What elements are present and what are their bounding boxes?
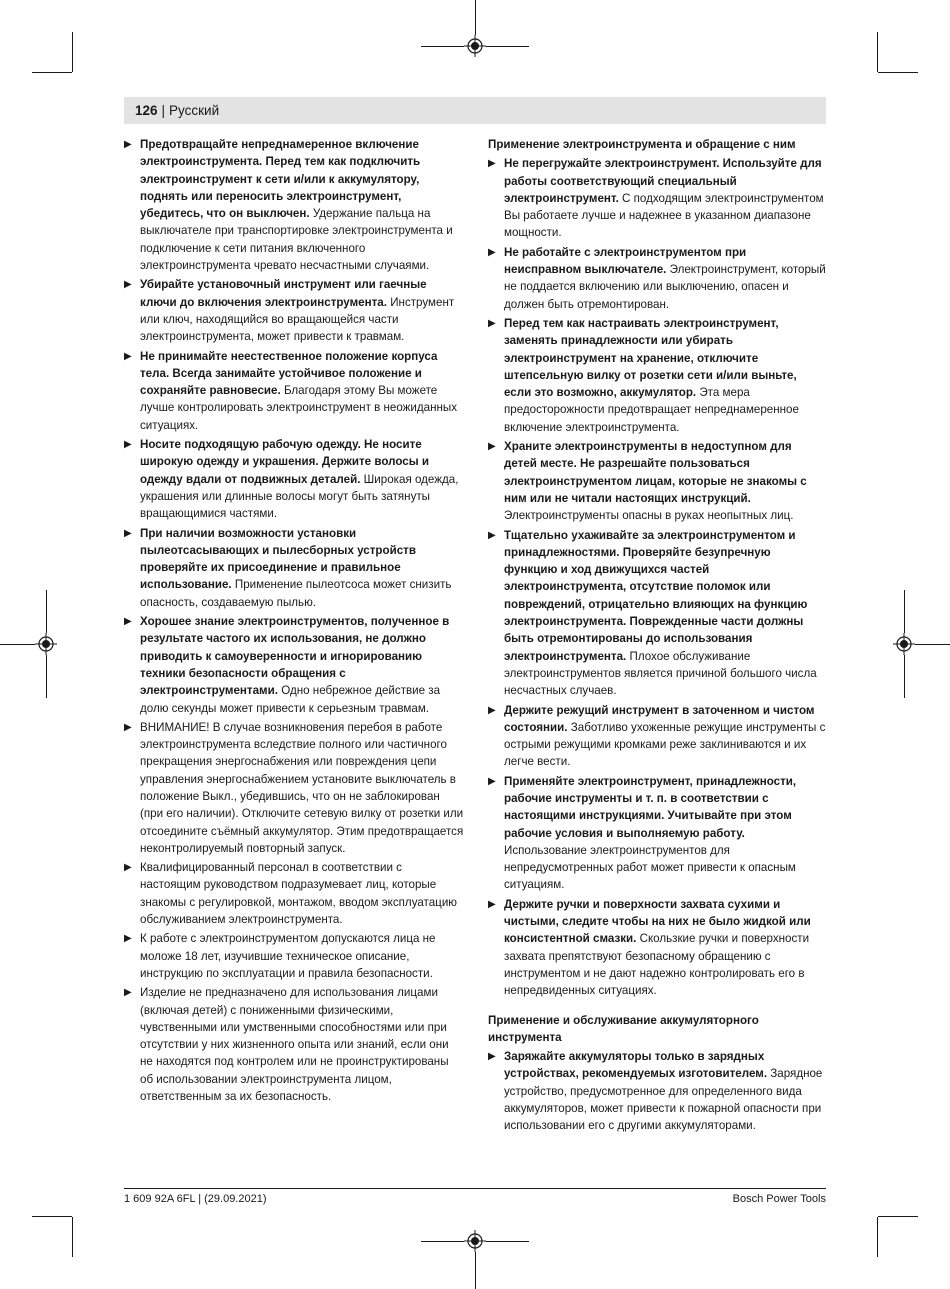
registration-line xyxy=(421,46,464,47)
footer-rule xyxy=(124,1188,826,1189)
item-emphasis: Предотвращайте непреднамеренное включение электроинструмента. Перед тем как подключить электроинструмент к сети и/или к аккумулятору, поднять или переносить электроинструмент, убедитесь, что он выключен. xyxy=(140,138,421,221)
registration-line xyxy=(0,644,35,645)
list-item xyxy=(124,859,464,928)
section-gap xyxy=(488,1002,826,1012)
list-item xyxy=(488,702,826,771)
registration-line xyxy=(421,1241,464,1242)
item-emphasis: Не принимайте неестественное положение корпуса тела. Всегда занимайте устойчивое положение и сохраняйте равновесие. xyxy=(140,349,438,398)
crop-mark xyxy=(32,1216,72,1217)
item-text: Квалифицированный персонал в соответствии с настоящим руководством подразумевает лиц, которые знакомы с регулировкой, монтажом, вводом эксплуатацию обслуживанием электроинструмента. xyxy=(140,861,457,927)
bullet-icon: ▶ xyxy=(488,441,496,453)
item-text: Плохое обслуживание электроинструментов является причиной большого числа несчастных случаев. xyxy=(504,649,817,698)
item-text: Электроинструменты опасны в руках неопытных лиц. xyxy=(504,509,794,523)
registration-line xyxy=(46,590,47,633)
bullet-icon: ▶ xyxy=(488,317,496,329)
crop-mark xyxy=(72,32,73,72)
bullet-icon: ▶ xyxy=(488,704,496,716)
list-item xyxy=(124,136,464,274)
item-emphasis: Держите режущий инструмент в заточенном и чистом состоянии. xyxy=(504,703,815,734)
footer-brand: Bosch Power Tools xyxy=(732,1193,826,1205)
crop-mark xyxy=(72,1217,73,1257)
list-item xyxy=(124,930,464,982)
bullet-icon: ▶ xyxy=(488,775,496,787)
registration-mark-top xyxy=(464,35,486,57)
list-item xyxy=(488,244,826,313)
section-title: Применение электроинструмента и обращение с ним xyxy=(488,138,796,151)
registration-line xyxy=(904,655,905,698)
registration-mark-right xyxy=(893,633,915,655)
item-text: Эта мера предосторожности предотвращает непреднамеренное включение электроинструмента. xyxy=(504,386,799,434)
list-item xyxy=(488,896,826,1000)
item-emphasis: Убирайте установочный инструмент или гаечные ключи до включения электроинструмента. xyxy=(140,278,427,309)
bullet-icon: ▶ xyxy=(124,721,132,733)
page-header xyxy=(135,103,219,119)
item-emphasis: Тщательно ухаживайте за электроинструментом и принадлежностями. Проверяйте безупречную функцию и ход движущихся частей электроинструмента, отсутствие поломок или повреждений, отрицательно влияющих на функцию электроинструмента. Поврежденные части должны быть отремонтированы до использования электроинструмента. xyxy=(504,528,808,663)
item-text: ВНИМАНИЕ! В случае возникновения перебоя в работе электроинструмента вследствие полного или частичного прекращения энергоснабжения или повреждения цепи управления энергоснабжением установите выключатель в положение Выкл., убедившись, что он не заблокирован (при его наличии). Отключите сетевую вилку от розетки или отсоедините съёмный аккумулятор. Этим предотвращается неконтролируемый повторный запуск. xyxy=(140,720,464,855)
item-text: Электроинструмент, который не поддается включению или выключению, опасен и должен быть отремонтирован. xyxy=(504,263,826,311)
item-text: Изделие не предназначено для использования лицами (включая детей) с пониженными физическими, чувственными или умственными способностями или при отсутствии у них жизненного опыта или знаний, если они не находятся под контролем или не проинструктированы об использовании электроинструмента лицом, ответственным за их безопасность. xyxy=(140,986,449,1104)
list-item xyxy=(488,527,826,700)
right-column xyxy=(488,136,826,1137)
item-text: Широкая одежда, украшения или длинные волосы могут быть затянуты вращающимися частями. xyxy=(140,472,459,521)
registration-line xyxy=(46,655,47,698)
item-emphasis: Заряжайте аккумуляторы только в зарядных устройствах, рекомендуемых изготовителем. xyxy=(504,1050,768,1081)
bullet-icon: ▶ xyxy=(124,350,132,362)
item-text: Одно небрежное действие за долю секунды может привести к серьезным травмам. xyxy=(140,684,441,715)
item-emphasis: Храните электроинструменты в недоступном для детей месте. Не разрешайте пользоваться электроинструментом лицам, которые не знакомы с ним или не читали настоящих инструкций. xyxy=(504,440,807,505)
item-text: Использование электроинструментов для непредусмотренных работ может привести к опасным ситуациям. xyxy=(504,843,796,892)
item-text: Благодаря этому Вы можете лучше контролировать электроинструмент в неожиданных ситуациях. xyxy=(140,384,458,432)
section-items xyxy=(488,1048,826,1134)
item-emphasis: Носите подходящую рабочую одежду. Не носите широкую одежду и украшения. Держите волосы и одежду вдали от подвижных деталей. xyxy=(140,438,429,486)
registration-line xyxy=(475,1252,476,1289)
item-text: Заботливо ухоженные режущие инструменты с острыми режущими кромками реже заклиниваются и их легче вести. xyxy=(504,720,826,769)
list-item xyxy=(124,436,464,522)
list-item xyxy=(124,719,464,857)
registration-mark-bottom xyxy=(464,1230,486,1252)
bullet-icon: ▶ xyxy=(124,933,132,945)
list-item xyxy=(124,613,464,717)
page-number: 126 xyxy=(135,103,158,118)
crop-mark xyxy=(32,72,72,73)
list-item xyxy=(488,773,826,894)
bullet-icon: ▶ xyxy=(488,246,496,258)
registration-mark-left xyxy=(35,633,57,655)
item-text: Применение пылеотсоса может снизить опасность, создаваемую пылью. xyxy=(140,578,452,609)
item-emphasis: Не перегружайте электроинструмент. Используйте для работы соответствующий специальный электроинструмент. xyxy=(504,157,822,205)
registration-line xyxy=(475,0,476,35)
item-emphasis: Применяйте электроинструмент, принадлежности, рабочие инструменты и т. п. в соответствии с настоящими инструкциями. Учитывайте при этом рабочие условия и выполняемую работу. xyxy=(504,774,797,840)
bullet-icon: ▶ xyxy=(488,529,496,541)
crop-mark xyxy=(878,1216,918,1217)
bullet-icon: ▶ xyxy=(488,898,496,910)
footer-doc-number: 1 609 92A 6FL | (29.09.2021) xyxy=(124,1193,267,1205)
section-title: Применение и обслуживание аккумуляторного инструмента xyxy=(488,1013,759,1044)
item-text: К работе с электроинструментом допускаются лица не моложе 18 лет, изучившие техническое описание, инструкцию по эксплуатации и правила безопасности. xyxy=(140,932,436,980)
header-separator: | xyxy=(161,103,166,118)
list-item xyxy=(488,438,826,524)
item-text: Зарядное устройство, предусмотренное для определенного вида аккумуляторов, может привести к пожарной опасности при использовании его с другими аккумуляторами. xyxy=(504,1067,823,1133)
crop-mark xyxy=(878,72,918,73)
bullet-icon: ▶ xyxy=(124,279,132,291)
bullet-icon: ▶ xyxy=(124,616,132,628)
bullet-icon: ▶ xyxy=(124,987,132,999)
bullet-icon: ▶ xyxy=(124,139,132,150)
bullet-icon: ▶ xyxy=(124,527,132,539)
list-item xyxy=(124,984,464,1105)
list-item xyxy=(488,315,826,436)
item-text: С подходящим электроинструментом Вы работаете лучше и надежнее в указанном диапазоне мощности. xyxy=(504,191,824,240)
item-emphasis: Хорошее знание электроинструментов, полученное в результате частого их использования, не должно приводить к самоуверенности и игнорированию техники безопасности обращения с электроинструментами. xyxy=(140,615,450,698)
registration-line xyxy=(486,46,529,47)
list-item xyxy=(124,348,464,434)
item-emphasis: При наличии возможности установки пылеотсасывающих и пылесборных устройств проверяйте их присоединение и правильное использование. xyxy=(140,526,416,592)
item-emphasis: Перед тем как настраивать электроинструмент, заменять принадлежности или убирать электроинструмент на хранение, отключите штепсельную вилку от розетки сети и/или выньте, если это возможно, аккумулятор. xyxy=(504,316,797,400)
page-header-bar xyxy=(124,97,826,124)
crop-mark xyxy=(877,1217,878,1257)
item-text: Инструмент или ключ, находящийся во вращающейся части электроинструмента, может привести к травмам. xyxy=(140,295,455,344)
section-items xyxy=(488,155,826,999)
item-emphasis: Не работайте с электроинструментом при неисправном выключателе. xyxy=(504,245,747,277)
bullet-icon: ▶ xyxy=(124,862,132,874)
registration-line xyxy=(904,590,905,633)
list-item xyxy=(488,155,826,241)
item-emphasis: Держите ручки и поверхности захвата сухими и чистыми, следите чтобы на них не было жидкой или консистентной смазки. xyxy=(504,897,811,946)
bullet-icon: ▶ xyxy=(488,158,496,170)
list-item xyxy=(124,276,464,345)
crop-mark xyxy=(877,32,878,72)
list-item xyxy=(124,525,464,611)
bullet-icon: ▶ xyxy=(124,439,132,451)
item-text: Удержание пальца на выключателе при транспортировке электроинструмента и подключение к сети питания включенного электроинструмента чревато несчастными случаями. xyxy=(140,207,453,273)
registration-line xyxy=(486,1241,529,1242)
item-text: Скользкие ручки и поверхности захвата препятствуют безопасному обращению с инструментом и не дают надежно контролировать его в непредвиденных ситуациях. xyxy=(504,932,810,998)
registration-line xyxy=(915,644,950,645)
bullet-icon: ▶ xyxy=(488,1051,496,1063)
left-column xyxy=(124,136,464,1107)
list-item xyxy=(488,1048,826,1134)
page-language: Русский xyxy=(169,103,220,118)
